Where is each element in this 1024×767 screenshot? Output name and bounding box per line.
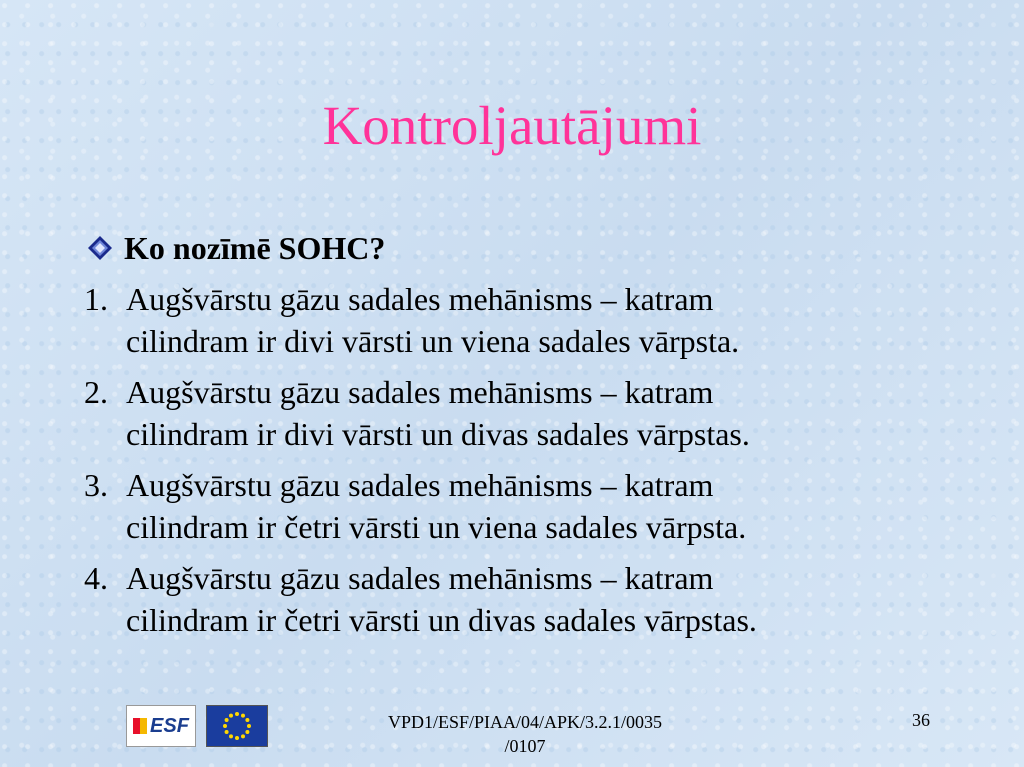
option-line: Augšvārstu gāzu sadales mehānisms – katram [126,560,714,596]
question-item [84,226,984,270]
footer-reference [300,710,750,758]
esf-logo [126,705,196,747]
option-line: Augšvārstu gāzu sadales mehānisms – katram [126,467,714,503]
esf-logo-text: ESF [150,714,189,737]
diamond-bullet-icon [86,232,114,264]
option-1 [84,278,984,362]
option-text [126,278,739,362]
slide-number: 36 [912,710,930,730]
option-2 [84,371,984,455]
footer-ref-line: VPD1/ESF/PIAA/04/APK/3.2.1/0035 [387,712,663,732]
option-text [126,464,746,548]
option-line: cilindram ir divi vārsti un viena sadales vārpsta. [126,323,740,359]
option-line: Augšvārstu gāzu sadales mehānisms – katram [126,374,714,410]
footer-logos [126,705,268,747]
option-line: cilindram ir četri vārsti un divas sadales vārpstas. [126,602,757,638]
option-number: 3. [84,467,108,503]
question-text: Ko nozīmē SOHC? [124,229,386,266]
option-line: cilindram ir četri vārsti un viena sadales vārpsta. [126,509,747,545]
option-line: Augšvārstu gāzu sadales mehānisms – katram [126,281,714,317]
option-4 [84,557,984,641]
option-line: cilindram ir divi vārsti un divas sadales vārpstas. [126,416,750,452]
answer-options [84,278,984,641]
footer-ref-line: /0107 [504,736,546,756]
option-text [126,371,750,455]
esf-mark-icon [133,718,147,734]
slide-title: Kontroljautājumi [322,95,702,156]
option-number: 4. [84,560,108,596]
option-text [126,557,757,641]
option-number: 2. [84,374,108,410]
eu-flag-icon [206,705,268,747]
option-3 [84,464,984,548]
option-number: 1. [84,281,108,317]
slide-content [84,226,984,650]
